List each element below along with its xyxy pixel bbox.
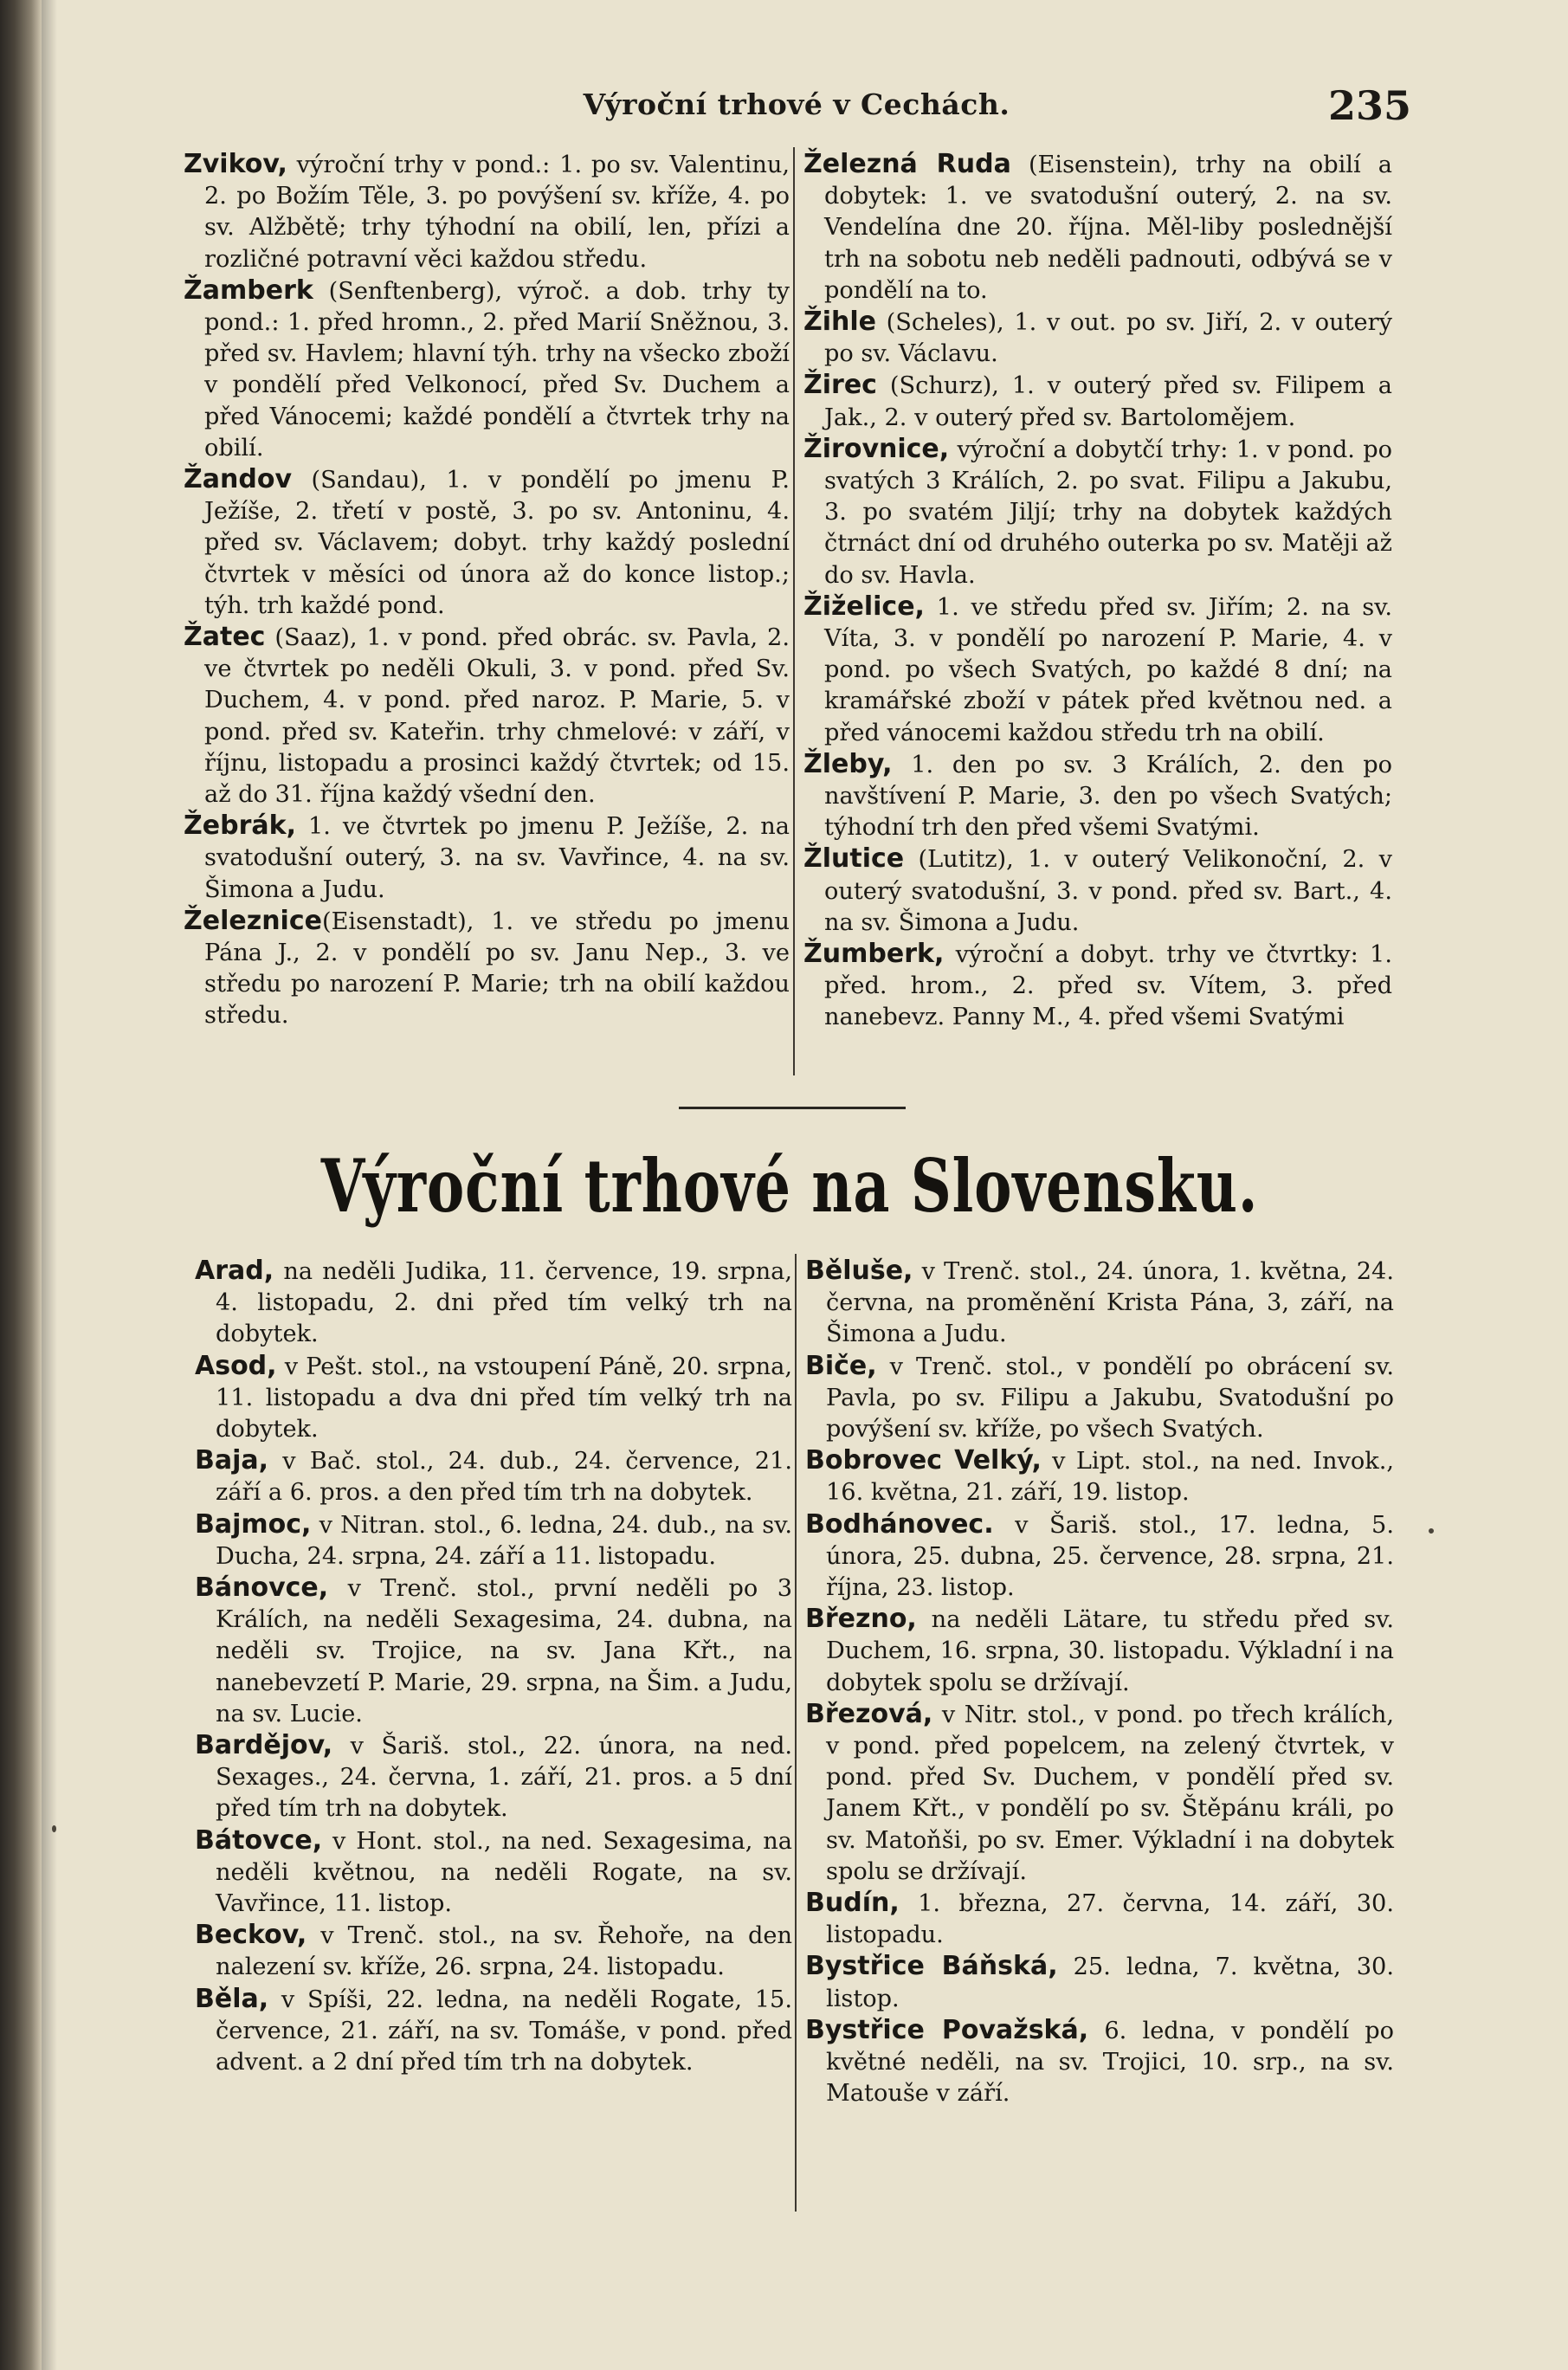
top-right-column [803,149,1392,1034]
market-entry [805,1351,1394,1446]
town-name: Žleby, [803,748,893,779]
town-name: Železnice [184,905,322,936]
market-dates: (Saaz), 1. v pond. před obrác. sv. Pavla, 2. ve čtvrtek po neděli Okuli, 3. v pond. před Sv. Duchem, 4. v pond. před naroz. P. Marie, 5. v pond. před sv. Kateřin. trhy chmelové: v září, v říjnu, listopadu a prosinci každý čtvrtek; od 15. až do 31. října každý všední den. [204,624,790,809]
market-entry [803,843,1392,939]
market-dates: v Nitr. stol., v pond. po třech králích, v pond. před popelcem, na zelený čtvrtek, v pond. před Sv. Duchem, v pondělí před sv. Janem Křt., v pondělí po sv. Štěpánu králi, po sv. Matoňši, po sv. Emer. Výkladní i na dobytek spolu se držívají. [826,1701,1394,1885]
town-name: Bardějov, [195,1730,333,1761]
market-entry [803,307,1392,370]
town-name: Březno, [805,1604,917,1635]
market-dates: (Eisenstein), trhy na obilí a dobytek: 1. ve svatodušní outerý, 2. na sv. Vendelína dne 20. října. Měl-liby poslednější trh na sobotu neb neděli padnouti, odbývá se v pondělí na to. [824,152,1392,304]
town-name: Běla, [195,1983,269,2014]
market-dates: v Nitran. stol., 6. ledna, 24. dub., na sv. Ducha, 24. srpna, 24. září a 11. listopadu. [216,1511,792,1570]
market-dates: na neděli Lätare, tu středu před sv. Duchem, 16. srpna, 30. listopadu. Výkladní i na dobytek spolu se držívají. [826,1606,1394,1696]
paper-speck [1429,1528,1434,1534]
market-dates: v Trenč. stol., první neděli po 3 Králích, na neděli Sexagesima, 24. dubna, na neděli sv. Trojice, na sv. Jana Křt., na nanebevzetí P. Marie, 29. srpna, na Šim. a Judu, na sv. Lucie. [216,1575,792,1727]
market-dates: 1. ve středu před sv. Jiřím; 2. na sv. Víta, 3. v pondělí po narození P. Marie, 4. v pond. po všech Svatých, po každé 8 dní; na kramářské zboží v pátek před květnou ned. a před vánocemi každou středu trh na obilí. [824,593,1392,746]
market-dates: v Šariš. stol., 22. února, na ned. Sexages., 24. června, 1. září, 21. pros. a 5 dní před tím trh na dobytek. [216,1733,792,1823]
book-binding [0,0,42,2370]
column-divider-top [793,147,795,1075]
page-gutter-shadow [42,0,57,2370]
market-entry [805,1604,1394,1699]
market-entry [184,906,790,1032]
market-entry [803,149,1392,307]
market-entry [195,1256,792,1351]
market-entry [195,1984,792,2079]
town-name: Baja, [195,1445,269,1476]
town-name: Bystřice Považská, [805,2014,1089,2045]
market-dates: v Trenč. stol., 24. února, 1. května, 24. června, na proměnění Krista Pána, 3, září, na Šimona a Judu. [826,1258,1394,1348]
bottom-left-column [195,1256,792,2078]
market-entry [195,1351,792,1446]
market-dates: (Scheles), 1. v out. po sv. Jiří, 2. v outerý po sv. Václavu. [824,309,1392,368]
market-entry [195,1730,792,1825]
market-entry [803,939,1392,1034]
top-left-column [184,149,790,1032]
market-dates: 1. března, 27. června, 14. září, 30. listopadu. [826,1890,1394,1949]
paper-speck [52,1825,56,1832]
market-entry [195,1509,792,1572]
market-dates: v Spíši, 22. ledna, na neděli Rogate, 15. července, 21. září, na sv. Tomáše, v pond. před advent. a 2 dní před tím trh na dobytek. [216,1986,792,2076]
market-entry [803,370,1392,433]
market-dates: 1. den po sv. 3 Králích, 2. den po navštívení P. Marie, 3. den po všech Svatých; týhodní trh den před všemi Svatými. [824,751,1392,842]
town-name: Bystřice Báňská, [805,1951,1058,1982]
town-name: Bajmoc, [195,1508,312,1540]
market-dates: v Pešt. stol., na vstoupení Páně, 20. srpna, 11. listopadu a dva dni před tím velký trh na dobytek. [216,1353,792,1443]
town-name: Bobrovec Velký, [805,1445,1042,1476]
market-dates: výroční a dobyt. trhy ve čtvrtky: 1. před. hrom., 2. před sv. Vítem, 3. před nanebevz. Panny M., 4. před všemi Svatými [824,941,1392,1031]
market-entry [803,591,1392,749]
market-dates: v Trenč. stol., v pondělí po obrácení sv. Pavla, po sv. Filipu a Jakubu, Svatodušní po povýšení sv. kříže, po všech Svatých. [826,1353,1394,1443]
market-entry [184,149,790,275]
market-dates: na neděli Judika, 11. července, 19. srpna, 4. listopadu, 2. dni před tím velký trh na dobytek. [216,1258,792,1348]
market-entry [195,1445,792,1508]
town-name: Bánovce, [195,1572,329,1604]
market-entry [184,464,790,622]
bottom-right-column [805,1256,1394,2109]
market-dates: (Senftenberg), výroč. a dob. trhy ty pond.: 1. před hromn., 2. před Marií Sněžnou, 3. před sv. Havlem; hlavní týh. trhy na všecko zboží v pondělí před Velkonocí, před Sv. Duchem a před Vánocemi; každé pondělí a čtvrtek trhy na obilí. [204,277,790,462]
market-dates: 6. ledna, v pondělí po květné neděli, na sv. Trojici, 10. srp., na sv. Matouše v září. [826,2017,1395,2108]
town-name: Žlutice [803,843,905,875]
market-dates: (Lutitz), 1. v outerý Velikonoční, 2. v outerý svatodušní, 3. v pond. před sv. Bart., 4. na sv. Šimona a Judu. [824,846,1392,936]
market-entry [803,749,1392,844]
market-entry [805,1509,1394,1605]
market-entry [184,275,790,464]
market-dates: v Hont. stol., na ned. Sexagesima, na neděli květnou, na neděli Rogate, na sv. Vavřince, 11. listop. [216,1827,792,1918]
market-dates: v Trenč. stol., na sv. Řehoře, na den nalezení sv. kříže, 26. srpna, 24. listopadu. [216,1922,792,1981]
town-name: Bodhánovec. [805,1508,994,1540]
market-entry [805,1951,1394,2014]
running-title: Výroční trhové v Cechách. [583,87,1010,121]
section-rule [679,1107,906,1109]
market-entry [805,1888,1394,1951]
page-header [182,82,1411,134]
town-name: Březová, [805,1698,933,1729]
market-dates: (Eisenstadt), 1. ve středu po jmenu Pána J., 2. v pondělí po sv. Janu Nep., 3. ve středu po narození P. Marie; trh na obilí každou středu. [204,907,790,1030]
town-name: Asod, [195,1350,277,1381]
town-name: Bátovce, [195,1824,323,1856]
town-name: Žihle [803,307,877,338]
town-name: Budín, [805,1888,900,1919]
town-name: Žamberk [184,274,313,306]
market-dates: v Lipt. stol., na ned. Invok., 16. května, 21. září, 19. listop. [826,1448,1394,1507]
market-dates: 1. ve čtvrtek po jmenu P. Ježíše, 2. na svatodušní outerý, 3. na sv. Vavřince, 4. na sv. Šimona a Judu. [204,813,790,903]
town-name: Biče, [805,1350,877,1381]
page-number: 235 [1327,82,1411,129]
market-entry [805,2015,1394,2110]
market-dates: výroční a dobytčí trhy: 1. v pond. po svatých 3 Králích, 2. po svat. Filipu a Jakubu, 3. po svatém Jiljí; trhy na dobytek každých čtrnáct dní od druhého outerka po sv. Matěji až do sv. Havla. [824,436,1392,589]
town-name: Arad, [195,1256,274,1286]
town-name: Beckov, [195,1920,307,1951]
market-entry [184,810,790,906]
market-entry [803,434,1392,591]
town-name: Žatec [184,622,266,653]
market-entry [805,1445,1394,1508]
town-name: Zvikov, [184,149,287,179]
market-entry [195,1572,792,1730]
market-entry [805,1256,1394,1351]
market-dates: výroční trhy v pond.: 1. po sv. Valentinu, 2. po Božím Těle, 3. po povýšení sv. kříže, 4. po sv. Alžbětě; trhy týhodní na obilí, len, přízi a rozličné potravní věci každou středu. [204,152,790,273]
town-name: Žandov [184,464,292,495]
section-title: Výroční trhové na Slovensku. [320,1143,1259,1229]
market-entry [805,1699,1394,1888]
town-name: Žebrák, [184,810,296,842]
market-entry [195,1825,792,1921]
market-entry [184,622,790,810]
town-name: Žirec [803,370,877,401]
market-dates: (Schurz), 1. v outerý před sv. Filipem a Jak., 2. v outerý před sv. Bartolomějem. [824,372,1392,431]
town-name: Běluše, [805,1256,913,1286]
market-dates: v Bač. stol., 24. dub., 24. července, 21. září a 6. pros. a den před tím trh na dobytek. [216,1448,792,1507]
market-dates: (Sandau), 1. v pondělí po jmenu P. Ježíše, 2. třetí v postě, 3. po sv. Antoninu, 4. před sv. Václavem; dobyt. trhy každý poslední čtvrtek v měsíci od února až do konce listop.; týh. trh každé pond. [204,467,790,619]
town-name: Žumberk, [803,939,945,970]
town-name: Žiželice, [803,591,925,622]
town-name: Železná Ruda [803,149,1011,179]
column-divider-bottom [795,1254,797,2212]
market-dates: v Šariš. stol., 17. ledna, 5. února, 25. dubna, 25. července, 28. srpna, 21. října, 23. listop. [826,1511,1394,1602]
town-name: Žirovnice, [803,433,950,464]
market-entry [195,1920,792,1983]
market-dates: 25. ledna, 7. května, 30. listop. [826,1953,1394,2012]
